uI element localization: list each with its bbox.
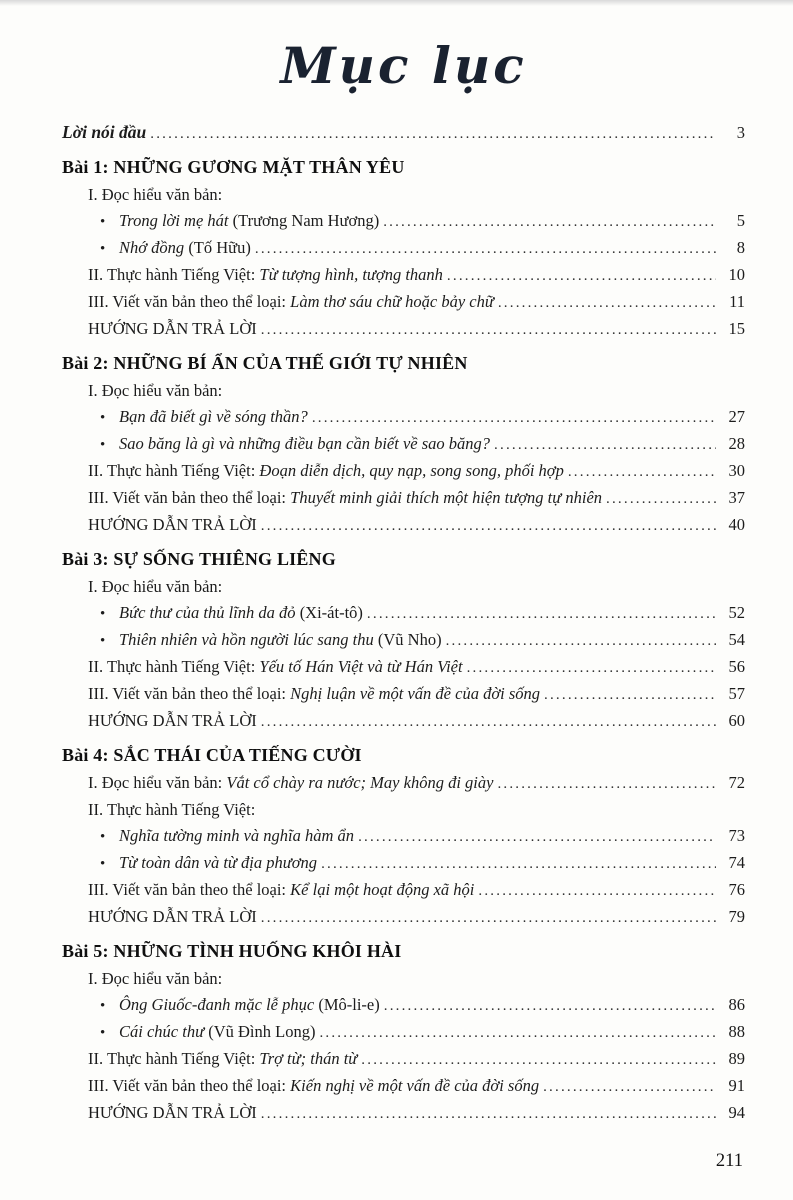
toc-label-segment: III. Viết văn bản theo thể loại: <box>88 880 291 899</box>
toc-label-segment: I. Đọc hiểu văn bản: <box>88 381 223 400</box>
toc-section-heading: Bài 5: NHỮNG TÌNH HUỐNG KHÔI HÀI <box>62 941 402 961</box>
toc-label-segment: Thiên nhiên và hồn người lúc sang thu <box>119 630 374 649</box>
dot-leader <box>446 628 716 654</box>
toc-entry-page: 10 <box>728 265 745 284</box>
page-number: 211 <box>715 1151 743 1171</box>
toc-label-segment: (Tố Hữu) <box>184 238 251 257</box>
toc-label-segment: Bạn đã biết gì về sóng thần? <box>119 407 308 426</box>
toc-entry-page: 74 <box>728 853 745 872</box>
dot-leader <box>261 905 716 931</box>
toc-label-segment: Lời nói đầu <box>62 122 147 142</box>
dot-leader <box>543 1074 716 1100</box>
toc-entry-label <box>119 823 354 849</box>
toc-label-segment: Kiến nghị về một vấn đề của đời sống <box>290 1076 540 1095</box>
toc-label-segment: HƯỚNG DẪN TRẢ LỜI <box>88 711 257 730</box>
toc-entry <box>62 1019 745 1046</box>
toc-label-segment: II. Thực hành Tiếng Việt: <box>88 657 260 676</box>
toc-entry <box>62 404 745 431</box>
toc-label-segment: III. Viết văn bản theo thể loại: <box>88 488 291 507</box>
toc-label-segment: I. Đọc hiểu văn bản: <box>88 969 223 988</box>
toc-label-segment: HƯỚNG DẪN TRẢ LỜI <box>88 1103 257 1122</box>
toc-entry-label <box>88 654 463 680</box>
toc-label-segment: Ông Giuốc-đanh mặc lễ phục <box>119 995 315 1014</box>
toc-entry-page: 60 <box>728 711 745 730</box>
toc-label-segment: Nghị luận về một vấn đề của đời sống <box>290 684 541 703</box>
toc-label-segment: II. Thực hành Tiếng Việt: <box>88 461 260 480</box>
dot-leader <box>261 709 716 735</box>
toc-label-segment: II. Thực hành Tiếng Việt: <box>88 265 260 284</box>
toc-label-segment: Kể lại một hoạt động xã hội <box>290 880 475 899</box>
toc-entry-label <box>119 431 490 457</box>
toc-entry-label <box>88 797 255 823</box>
toc-entry <box>62 966 745 992</box>
toc-entry-label <box>88 1100 257 1126</box>
dot-leader <box>384 993 716 1019</box>
toc-entry <box>62 708 745 735</box>
toc-entry-page: 11 <box>729 292 745 311</box>
toc-entry-page: 40 <box>728 515 745 534</box>
toc-entry <box>62 262 745 289</box>
bullet-icon: • <box>100 214 106 230</box>
toc-entry <box>62 770 745 797</box>
dot-leader <box>367 601 716 627</box>
dot-leader <box>312 405 716 431</box>
dot-leader <box>361 1047 716 1073</box>
toc-label-segment: Từ tượng hình, tượng thanh <box>259 265 443 284</box>
dot-leader <box>261 317 716 343</box>
toc-label-segment: (Vũ Nho) <box>373 630 442 649</box>
toc-entry-label <box>88 904 257 930</box>
toc-label-segment: Bức thư của thủ lĩnh da đỏ <box>119 603 296 622</box>
bullet-icon: • <box>100 606 106 622</box>
toc-entry <box>62 600 745 627</box>
dot-leader <box>321 851 716 877</box>
toc-entry <box>62 1046 745 1073</box>
toc-entry-label <box>119 850 317 876</box>
toc-entry-page: 94 <box>728 1103 745 1122</box>
toc-entry-label <box>88 182 222 208</box>
toc-entry <box>62 797 745 823</box>
toc-entry <box>62 823 745 850</box>
toc-entry-label <box>119 235 251 261</box>
toc-entry-label <box>88 458 564 484</box>
toc-entry-label <box>119 992 380 1018</box>
bullet-icon: • <box>100 829 106 845</box>
toc-section-heading: Bài 1: NHỮNG GƯƠNG MẶT THÂN YÊU <box>62 157 405 177</box>
toc-entry <box>62 289 745 316</box>
toc-label-segment: Làm thơ sáu chữ hoặc bảy chữ <box>290 292 494 311</box>
toc-list <box>62 119 745 1127</box>
toc-entry <box>62 627 745 654</box>
toc-label-segment: (Vũ Đình Long) <box>204 1022 316 1041</box>
toc-entry-label <box>88 770 493 796</box>
toc-label-segment: II. Thực hành Tiếng Việt: <box>88 800 256 819</box>
toc-entry <box>62 512 745 539</box>
toc-entry <box>62 654 745 681</box>
dot-leader <box>494 432 716 458</box>
toc-entry-page: 72 <box>728 773 745 792</box>
toc-label-segment: HƯỚNG DẪN TRẢ LỜI <box>88 907 257 926</box>
toc-entry-label <box>88 1073 539 1099</box>
toc-entry-label <box>88 512 257 538</box>
toc-entry-label <box>119 208 379 234</box>
bullet-icon: • <box>100 437 106 453</box>
dot-leader <box>319 1020 716 1046</box>
toc-entry-page: 57 <box>728 684 745 703</box>
dot-leader <box>358 824 716 850</box>
toc-label-segment: Thuyết minh giải thích một hiện tượng tự nhiên <box>290 488 603 507</box>
toc-entry <box>62 850 745 877</box>
toc-entry <box>62 458 745 485</box>
toc-entry-label <box>88 708 257 734</box>
toc-entry-page: 28 <box>728 434 745 453</box>
toc-label-segment: Nghĩa tường minh và nghĩa hàm ẩn <box>119 826 355 845</box>
toc-entry-label <box>88 966 222 992</box>
toc-entry <box>62 485 745 512</box>
toc-entry <box>62 574 745 600</box>
toc-entry <box>62 904 745 931</box>
toc-entry-page: 54 <box>728 630 745 649</box>
toc-entry <box>62 431 745 458</box>
dot-leader <box>478 878 716 904</box>
bullet-icon: • <box>100 410 106 426</box>
toc-entry-page: 30 <box>728 461 745 480</box>
toc-entry-page: 79 <box>728 907 745 926</box>
toc-label-segment: Cái chúc thư <box>119 1022 205 1041</box>
dot-leader <box>261 1101 716 1127</box>
toc-entry-label <box>88 316 257 342</box>
dot-leader <box>261 513 716 539</box>
toc-entry-page: 56 <box>728 657 745 676</box>
dot-leader <box>568 459 716 485</box>
dot-leader <box>255 236 716 262</box>
toc-label-segment: (Mô-li-e) <box>314 995 380 1014</box>
toc-label-segment: HƯỚNG DẪN TRẢ LỜI <box>88 515 257 534</box>
toc-entry <box>62 1100 745 1127</box>
toc-entry-page: 89 <box>728 1049 745 1068</box>
toc-label-segment: Đoạn diễn dịch, quy nạp, song song, phối hợp <box>259 461 564 480</box>
toc-entry-label <box>88 1046 357 1072</box>
dot-leader <box>544 682 716 708</box>
toc-entry-page: 91 <box>728 1076 745 1095</box>
toc-entry <box>62 992 745 1019</box>
toc-entry-label <box>88 485 602 511</box>
dot-leader <box>498 290 716 316</box>
dot-leader <box>383 209 716 235</box>
toc-section-heading: Bài 2: NHỮNG BÍ ẨN CỦA THẾ GIỚI TỰ NHIÊN <box>62 353 468 373</box>
toc-entry-label <box>88 378 222 404</box>
toc-section-heading: Bài 3: SỰ SỐNG THIÊNG LIÊNG <box>62 549 336 569</box>
toc-entry <box>62 208 745 235</box>
toc-label-segment: Sao băng là gì và những điều bạn cần biết về sao băng? <box>119 434 491 453</box>
toc-entry <box>62 235 745 262</box>
toc-entry-page: 88 <box>728 1022 745 1041</box>
toc-entry-page: 52 <box>728 603 745 622</box>
bullet-icon: • <box>100 998 106 1014</box>
toc-entry-page: 27 <box>728 407 745 426</box>
toc-entry-page: 76 <box>728 880 745 899</box>
toc-entry-label <box>88 574 222 600</box>
toc-entry <box>62 1073 745 1100</box>
bullet-icon: • <box>100 633 106 649</box>
toc-entry-label <box>119 1019 315 1045</box>
toc-label-segment: Nhớ đồng <box>119 238 185 257</box>
dot-leader <box>606 486 716 512</box>
toc-entry-page: 37 <box>728 488 745 507</box>
dot-leader <box>447 263 716 289</box>
toc-entry-page: 5 <box>736 211 745 230</box>
dot-leader <box>467 655 716 681</box>
bullet-icon: • <box>100 241 106 257</box>
toc-entry-label <box>119 404 308 430</box>
toc-entry <box>62 877 745 904</box>
bullet-icon: • <box>100 856 106 872</box>
toc-label-segment: Yếu tố Hán Việt và từ Hán Việt <box>259 657 463 676</box>
toc-entry-page: 3 <box>736 123 745 142</box>
toc-label-segment: I. Đọc hiểu văn bản: <box>88 577 223 596</box>
toc-label-segment: III. Viết văn bản theo thể loại: <box>88 684 291 703</box>
toc-section-heading: Bài 4: SẮC THÁI CỦA TIẾNG CƯỜI <box>62 745 362 765</box>
toc-label-segment: HƯỚNG DẪN TRẢ LỜI <box>88 319 257 338</box>
toc-entry <box>62 378 745 404</box>
toc-entry <box>62 681 745 708</box>
dot-leader <box>497 771 716 797</box>
toc-entry-page: 8 <box>736 238 745 257</box>
toc-entry-page: 86 <box>728 995 745 1014</box>
toc-entry <box>62 182 745 208</box>
toc-entry-page: 73 <box>728 826 745 845</box>
toc-label-segment: Vắt cổ chày ra nước; May không đi giày <box>226 773 494 792</box>
toc-label-segment: III. Viết văn bản theo thể loại: <box>88 1076 291 1095</box>
toc-label-segment: Từ toàn dân và từ địa phương <box>119 853 318 872</box>
toc-label-segment: II. Thực hành Tiếng Việt: <box>88 1049 260 1068</box>
toc-label-segment: III. Viết văn bản theo thể loại: <box>88 292 291 311</box>
page-title: Mục lục <box>280 36 527 95</box>
toc-entry-label <box>119 627 442 653</box>
toc-entry-label <box>88 289 494 315</box>
toc-label-segment: I. Đọc hiểu văn bản: <box>88 185 223 204</box>
toc-entry-label <box>88 681 540 707</box>
toc-entry <box>62 119 745 147</box>
toc-entry-label <box>119 600 363 626</box>
dot-leader <box>150 121 716 147</box>
toc-label-segment: (Xi-át-tô) <box>295 603 363 622</box>
toc-entry-page: 15 <box>728 319 745 338</box>
toc-label-segment: I. Đọc hiểu văn bản: <box>88 773 227 792</box>
toc-entry-label <box>88 262 443 288</box>
toc-label-segment: Trợ từ; thán từ <box>259 1049 358 1068</box>
toc-entry <box>62 316 745 343</box>
bullet-icon: • <box>100 1025 106 1041</box>
toc-label-segment: (Trương Nam Hương) <box>228 211 380 230</box>
toc-label-segment: Trong lời mẹ hát <box>119 211 229 230</box>
toc-entry-label <box>62 119 146 146</box>
toc-entry-label <box>88 877 474 903</box>
